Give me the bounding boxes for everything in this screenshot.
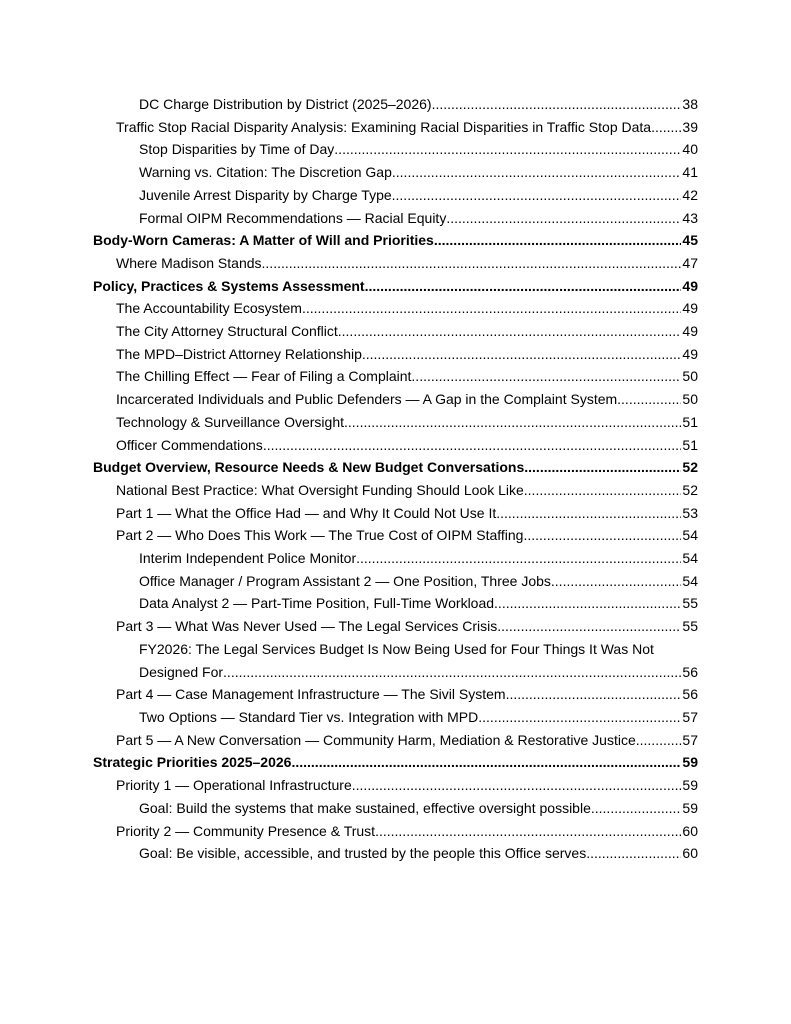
toc-entry-title: Policy, Practices & Systems Assessment: [93, 277, 365, 294]
toc-entry-page-number: 54: [682, 572, 698, 589]
toc-entry-title: The Accountability Ecosystem: [116, 300, 302, 317]
toc-entry[interactable]: [0, 320, 791, 343]
toc-entry-page-number: 57: [682, 708, 698, 725]
dot-leader: [617, 388, 681, 411]
toc-entry-title: The MPD–District Attorney Relationship: [116, 345, 362, 362]
dot-leader: [434, 229, 682, 252]
dot-leader: [586, 842, 681, 865]
toc-entry[interactable]: [0, 138, 791, 161]
dot-leader: [496, 502, 681, 525]
toc-entry[interactable]: [0, 252, 791, 275]
toc-entry-page-number: 51: [682, 436, 698, 453]
toc-entry-page-number: 39: [682, 118, 698, 135]
toc-entry-page-number: 47: [682, 254, 698, 271]
toc-entry[interactable]: [0, 229, 791, 252]
dot-leader: [591, 797, 682, 820]
toc-entry-title: Warning vs. Citation: The Discretion Gap: [139, 164, 392, 181]
toc-entry-title: The Chilling Effect — Fear of Filing a Complaint: [116, 368, 412, 385]
toc-entry-page-number: 60: [682, 845, 698, 862]
dot-leader: [263, 434, 682, 457]
toc-entry-title: Interim Independent Police Monitor: [139, 550, 357, 567]
toc-entry[interactable]: [0, 706, 791, 729]
toc-entry-title: Stop Disparities by Time of Day: [139, 141, 335, 158]
toc-entry-title: Technology & Surveillance Oversight: [116, 413, 345, 430]
toc-entry-title: Where Madison Stands: [116, 254, 262, 271]
toc-entry[interactable]: [0, 638, 791, 683]
toc-entry-title: Part 4 — Case Management Infrastructure — The Sivil System: [116, 686, 506, 703]
toc-entry[interactable]: [0, 751, 791, 774]
toc-entry-page-number: 55: [682, 595, 698, 612]
dot-leader: [432, 93, 682, 116]
toc-entry-line2: [139, 661, 698, 684]
toc-entry[interactable]: [0, 184, 791, 207]
toc-entry-title: Budget Overview, Resource Needs & New Budget Conversations: [93, 459, 525, 476]
dot-leader: [478, 706, 681, 729]
toc-entry-page-number: 53: [682, 504, 698, 521]
toc-entry-title: DC Charge Distribution by District (2025–2026): [139, 96, 432, 112]
dot-leader: [365, 275, 682, 298]
dot-leader: [334, 138, 681, 161]
toc-entry-page-number: 38: [682, 96, 698, 112]
toc-entry-page-number: 59: [682, 754, 698, 771]
toc-entry[interactable]: [0, 524, 791, 547]
toc-entry-page-number: 49: [682, 300, 698, 317]
toc-entry-title: Part 5 — A New Conversation — Community Harm, Mediation & Restorative Justice: [116, 731, 636, 748]
dot-leader: [392, 161, 682, 184]
toc-entry[interactable]: [0, 842, 791, 865]
dot-leader: [446, 207, 681, 230]
toc-entry-title: Incarcerated Individuals and Public Defenders — A Gap in the Complaint System: [116, 391, 618, 408]
toc-entry-title: National Best Practice: What Oversight Funding Should Look Like: [116, 481, 524, 498]
toc-entry-title: Juvenile Arrest Disparity by Charge Type: [139, 186, 392, 203]
dot-leader: [262, 252, 682, 275]
toc-entry-page-number: 59: [682, 799, 698, 816]
toc-entry-page-number: 54: [682, 550, 698, 567]
dot-leader: [497, 615, 681, 638]
toc-entry-page-number: 45: [682, 232, 698, 249]
toc-entry[interactable]: [0, 615, 791, 638]
toc-entry-page-number: 55: [682, 618, 698, 635]
toc-entry-page-number: 43: [682, 209, 698, 226]
dot-leader: [651, 116, 681, 139]
toc-entry-title: Body-Worn Cameras: A Matter of Will and Priorities: [93, 232, 434, 249]
toc-entry[interactable]: [0, 729, 791, 752]
toc-entry-page-number: 51: [682, 413, 698, 430]
toc-entry-title: Part 2 — Who Does This Work — The True Cost of OIPM Staffing: [116, 527, 524, 544]
toc-entry-title: Data Analyst 2 — Part-Time Position, Full-Time Workload: [139, 595, 495, 612]
dot-leader: [524, 479, 682, 502]
toc-entry-title: Office Manager / Program Assistant 2 — One Position, Three Jobs: [139, 572, 551, 589]
toc-entry-page-number: 40: [682, 141, 698, 158]
toc-entry[interactable]: [0, 456, 791, 479]
toc-entry[interactable]: [0, 683, 791, 706]
dot-leader: [411, 365, 681, 388]
toc-entry-page-number: 54: [682, 527, 698, 544]
toc-entry-page-number: 42: [682, 186, 698, 203]
toc-entry[interactable]: [0, 479, 791, 502]
toc-entry-title-continued: Designed For: [139, 663, 224, 680]
dot-leader: [523, 524, 681, 547]
toc-entry[interactable]: [0, 592, 791, 615]
dot-leader: [551, 570, 682, 593]
toc-entry[interactable]: [0, 502, 791, 525]
toc-entry[interactable]: [0, 365, 791, 388]
dot-leader: [356, 547, 681, 570]
toc-entry[interactable]: [0, 820, 791, 843]
dot-leader: [223, 661, 681, 684]
toc-entry[interactable]: [0, 570, 791, 593]
toc-entry-page-number: 41: [682, 164, 698, 181]
toc-entry[interactable]: [0, 275, 791, 298]
dot-leader: [352, 774, 682, 797]
toc-entry[interactable]: [0, 434, 791, 457]
toc-entry-page-number: 59: [682, 777, 698, 794]
dot-leader: [302, 297, 681, 320]
toc-entry-page-number: 50: [682, 368, 698, 385]
dot-leader: [524, 456, 681, 479]
toc-entry-title: Priority 1 — Operational Infrastructure: [116, 777, 352, 794]
toc-entry-title: The City Attorney Structural Conflict: [116, 323, 338, 340]
toc-entry[interactable]: [0, 411, 791, 434]
dot-leader: [344, 411, 681, 434]
toc-entry[interactable]: [0, 161, 791, 184]
toc-entry-page-number: 60: [682, 822, 698, 839]
toc-entry[interactable]: [0, 797, 791, 820]
toc-entry-page-number: 49: [682, 345, 698, 362]
toc-entry-title: Officer Commendations: [116, 436, 263, 453]
dot-leader: [375, 820, 681, 843]
dot-leader: [291, 751, 681, 774]
toc-entry-page-number: 49: [682, 277, 698, 294]
toc-entry-page-number: 50: [682, 391, 698, 408]
dot-leader: [636, 729, 682, 752]
toc-entry-title: Two Options — Standard Tier vs. Integration with MPD: [139, 708, 479, 725]
toc-entry-title: Traffic Stop Racial Disparity Analysis: Examining Racial Disparities in Traffic Stop Data: [116, 118, 652, 135]
toc-entry-page-number: 57: [682, 731, 698, 748]
toc-entry-page-number: 52: [682, 459, 698, 476]
toc-entry[interactable]: [0, 343, 791, 366]
toc-entry-page-number: 52: [682, 481, 698, 498]
dot-leader: [338, 320, 682, 343]
toc-entry[interactable]: [0, 207, 791, 230]
toc-entry-title: Strategic Priorities 2025–2026: [93, 754, 292, 771]
toc-entry-page-number: 56: [682, 663, 698, 680]
toc-entry-title: FY2026: The Legal Services Budget Is Now Being Used for Four Things It Was Not: [139, 640, 654, 657]
toc-entry-title: Goal: Be visible, accessible, and trusted by the people this Office serves: [139, 845, 587, 862]
toc-entry[interactable]: [0, 774, 791, 797]
toc-entry[interactable]: [0, 116, 791, 139]
toc-entry[interactable]: [0, 297, 791, 320]
toc-entry-title: Part 3 — What Was Never Used — The Legal Services Crisis: [116, 618, 498, 635]
toc-entry-page-number: 49: [682, 323, 698, 340]
toc-entry[interactable]: [0, 388, 791, 411]
toc-entry-title: Priority 2 — Community Presence & Trust: [116, 822, 376, 839]
toc-entry[interactable]: [0, 547, 791, 570]
toc-entry[interactable]: [0, 93, 791, 116]
toc-entry-title: Goal: Build the systems that make sustained, effective oversight possible: [139, 799, 591, 816]
toc-entry-title: Part 1 — What the Office Had — and Why It Could Not Use It: [116, 504, 497, 521]
table-of-contents: [0, 93, 791, 865]
toc-entry-page-number: 56: [682, 686, 698, 703]
dot-leader: [494, 592, 681, 615]
dot-leader: [362, 343, 682, 366]
toc-entry-title: Formal OIPM Recommendations — Racial Equity: [139, 209, 447, 226]
dot-leader: [506, 683, 682, 706]
dot-leader: [392, 184, 682, 207]
